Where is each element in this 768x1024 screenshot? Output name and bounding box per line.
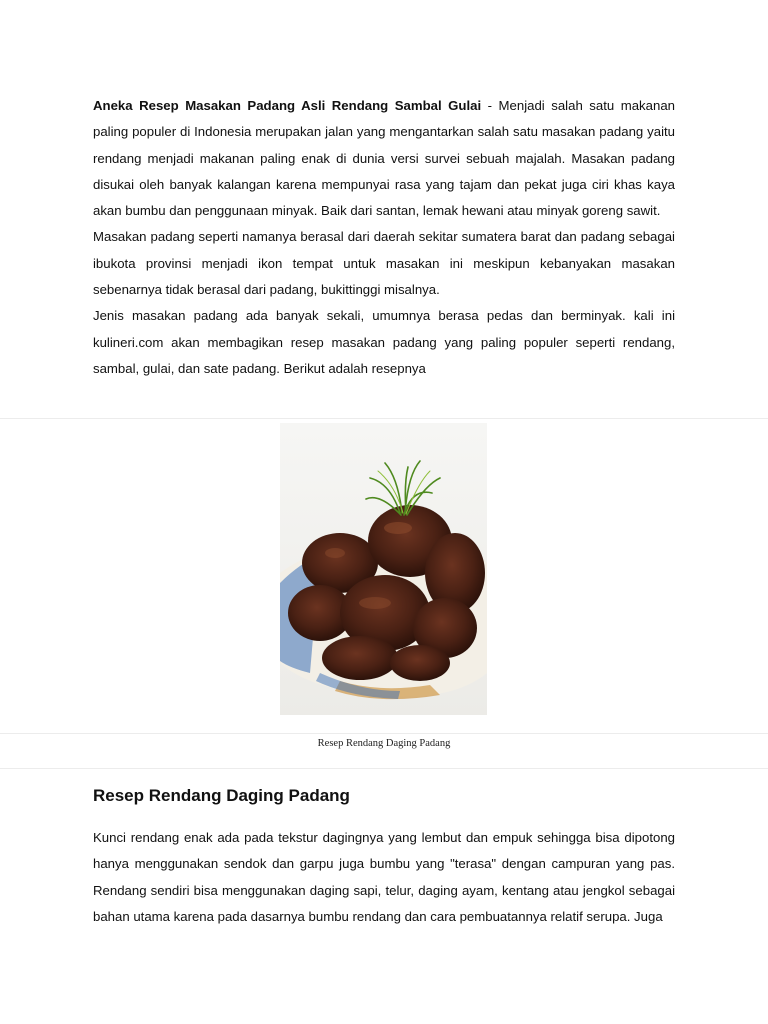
section-body (93, 825, 675, 930)
intro-text: - Menjadi salah satu makanan paling populer di Indonesia merupakan jalan yang mengantarkan salah satu masakan padang yaitu rendang menjadi makanan paling enak di dunia versi survei sebuah majalah. Masakan padang disukai oleh banyak kalangan karena mempunyai rasa yang tajam dan pekat juga ciri khas kaya akan bumbu dan penggunaan minyak. Baik dari santan, lemak hewani atau minyak goreng sawit. (93, 98, 675, 219)
divider-middle (0, 733, 768, 734)
rendang-photo (280, 423, 487, 715)
section-paragraph: Kunci rendang enak ada pada tekstur dagingnya yang lembut dan empuk sehingga bisa dipotong hanya menggunakan sendok dan garpu juga bumbu yang "terasa" dengan campuran yang pas. Rendang sendiri bisa menggunakan daging sapi, telur, daging ayam, kentang atau jengkol sebagai bahan utama karena pada dasarnya bumbu rendang dan cara pembuatannya relatif serupa. Juga (93, 830, 675, 924)
image-caption: Resep Rendang Daging Padang (317, 738, 451, 749)
intro-paragraph-2a: Masakan padang seperti namanya berasal dari daerah sekitar sumatera barat dan padang sebagai ibukota provinsi menjadi ikon tempat untuk masakan ini meskipun kebanyakan masakan sebenarnya tidak berasal dari padang, bukittinggi misalnya. (93, 229, 675, 298)
article-lead-title: Aneka Resep Masakan Padang Asli Rendang Sambal Gulai (93, 98, 482, 113)
section-heading: Resep Rendang Daging Padang (93, 786, 350, 805)
divider-bottom (0, 768, 768, 769)
intro-paragraph-1 (93, 93, 675, 224)
intro-section (93, 93, 675, 382)
intro-paragraph-2b: Jenis masakan padang ada banyak sekali, umumnya berasa pedas dan berminyak. kali ini kulineri.com akan membagikan resep masakan padang yang paling populer seperti rendang, sambal, gulai, dan sate padang. Berikut adalah resepnya (93, 308, 675, 376)
divider-top (0, 418, 768, 419)
intro-paragraph-2 (93, 224, 675, 382)
